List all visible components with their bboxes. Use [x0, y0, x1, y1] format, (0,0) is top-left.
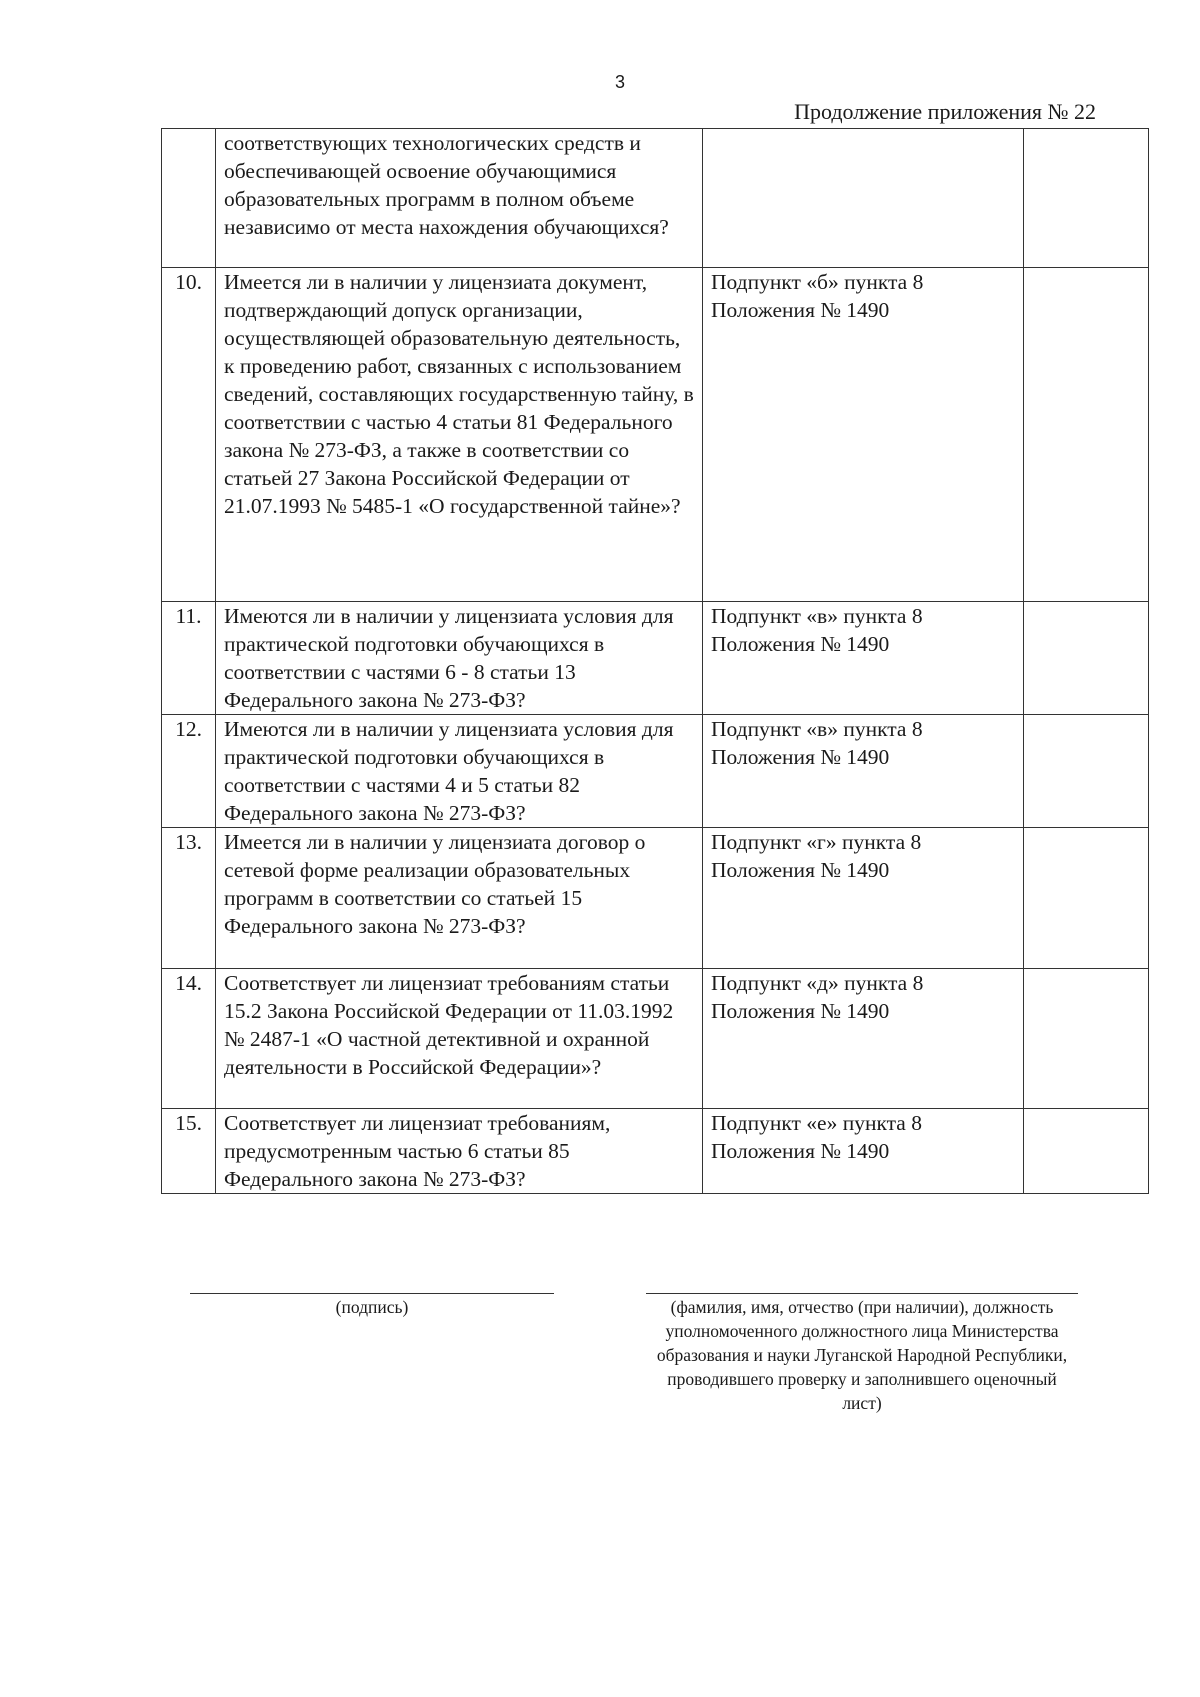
row-question: соответствующих технологических средств и обеспечивающей освоение обучающимися образовательных программ в полном объеме независимо от места нахождения обучающихся? — [216, 129, 703, 268]
table-row — [162, 715, 1149, 828]
signature-caption: (подпись) — [335, 1297, 409, 1317]
row-reference: Подпункт «д» пункта 8 Положения № 1490 — [703, 969, 1024, 1109]
row-question: Имеются ли в наличии у лицензиата условия для практической подготовки обучающихся в соответствии с частями 6 - 8 статьи 13 Федерального закона № 273-ФЗ? — [216, 602, 703, 715]
continuation-header: Продолжение приложения № 22 — [794, 99, 1096, 124]
official-name-block — [646, 1293, 1078, 1415]
official-name-caption: (фамилия, имя, отчество (при наличии), должность уполномоченного должностного лица Министерства образования и науки Луганской Народной Республики, проводившего проверку и заполнившего оценочный лист) — [656, 1297, 1068, 1413]
row-mark-cell — [1024, 602, 1149, 715]
row-mark-cell — [1024, 129, 1149, 268]
row-number: 14. — [162, 969, 216, 1109]
row-number: 15. — [162, 1109, 216, 1194]
row-number: 13. — [162, 828, 216, 969]
row-question: Имеются ли в наличии у лицензиата условия для практической подготовки обучающихся в соответствии с частями 4 и 5 статьи 82 Федерального закона № 273-ФЗ? — [216, 715, 703, 828]
row-number: 12. — [162, 715, 216, 828]
row-mark-cell — [1024, 268, 1149, 602]
row-reference: Подпункт «в» пункта 8 Положения № 1490 — [703, 602, 1024, 715]
row-number — [162, 129, 216, 268]
row-mark-cell — [1024, 715, 1149, 828]
table-row — [162, 1109, 1149, 1194]
signature-block — [190, 1293, 554, 1319]
row-question: Соответствует ли лицензиат требованиям, предусмотренным частью 6 статьи 85 Федерального закона № 273-ФЗ? — [216, 1109, 703, 1194]
row-number: 10. — [162, 268, 216, 602]
row-mark-cell — [1024, 969, 1149, 1109]
row-mark-cell — [1024, 828, 1149, 969]
row-question: Имеется ли в наличии у лицензиата документ, подтверждающий допуск организации, осуществляющей образовательную деятельность, к проведению работ, связанных с использованием сведений, составляющих государственную тайну, в соответствии с частью 4 статьи 81 Федерального закона № 273-ФЗ, а также в соответствии со статьей 27 Закона Российской Федерации от 21.07.1993 № 5485-1 «О государственной тайне»? — [216, 268, 703, 602]
row-reference — [703, 129, 1024, 268]
table-row — [162, 129, 1149, 268]
signature-line — [190, 1293, 554, 1294]
row-reference: Подпункт «е» пункта 8 Положения № 1490 — [703, 1109, 1024, 1194]
evaluation-table — [161, 128, 1149, 1194]
page-number: 3 — [614, 72, 625, 92]
row-reference: Подпункт «б» пункта 8 Положения № 1490 — [703, 268, 1024, 602]
row-reference: Подпункт «в» пункта 8 Положения № 1490 — [703, 715, 1024, 828]
table-row — [162, 969, 1149, 1109]
row-mark-cell — [1024, 1109, 1149, 1194]
table-row — [162, 828, 1149, 969]
row-question: Соответствует ли лицензиат требованиям статьи 15.2 Закона Российской Федерации от 11.03.1992 № 2487-1 «О частной детективной и охранной деятельности в Российской Федерации»? — [216, 969, 703, 1109]
table-row — [162, 602, 1149, 715]
row-number: 11. — [162, 602, 216, 715]
row-question: Имеется ли в наличии у лицензиата договор о сетевой форме реализации образовательных программ в соответствии со статьей 15 Федерального закона № 273-ФЗ? — [216, 828, 703, 969]
official-name-line — [646, 1293, 1078, 1294]
table-row — [162, 268, 1149, 602]
row-reference: Подпункт «г» пункта 8 Положения № 1490 — [703, 828, 1024, 969]
